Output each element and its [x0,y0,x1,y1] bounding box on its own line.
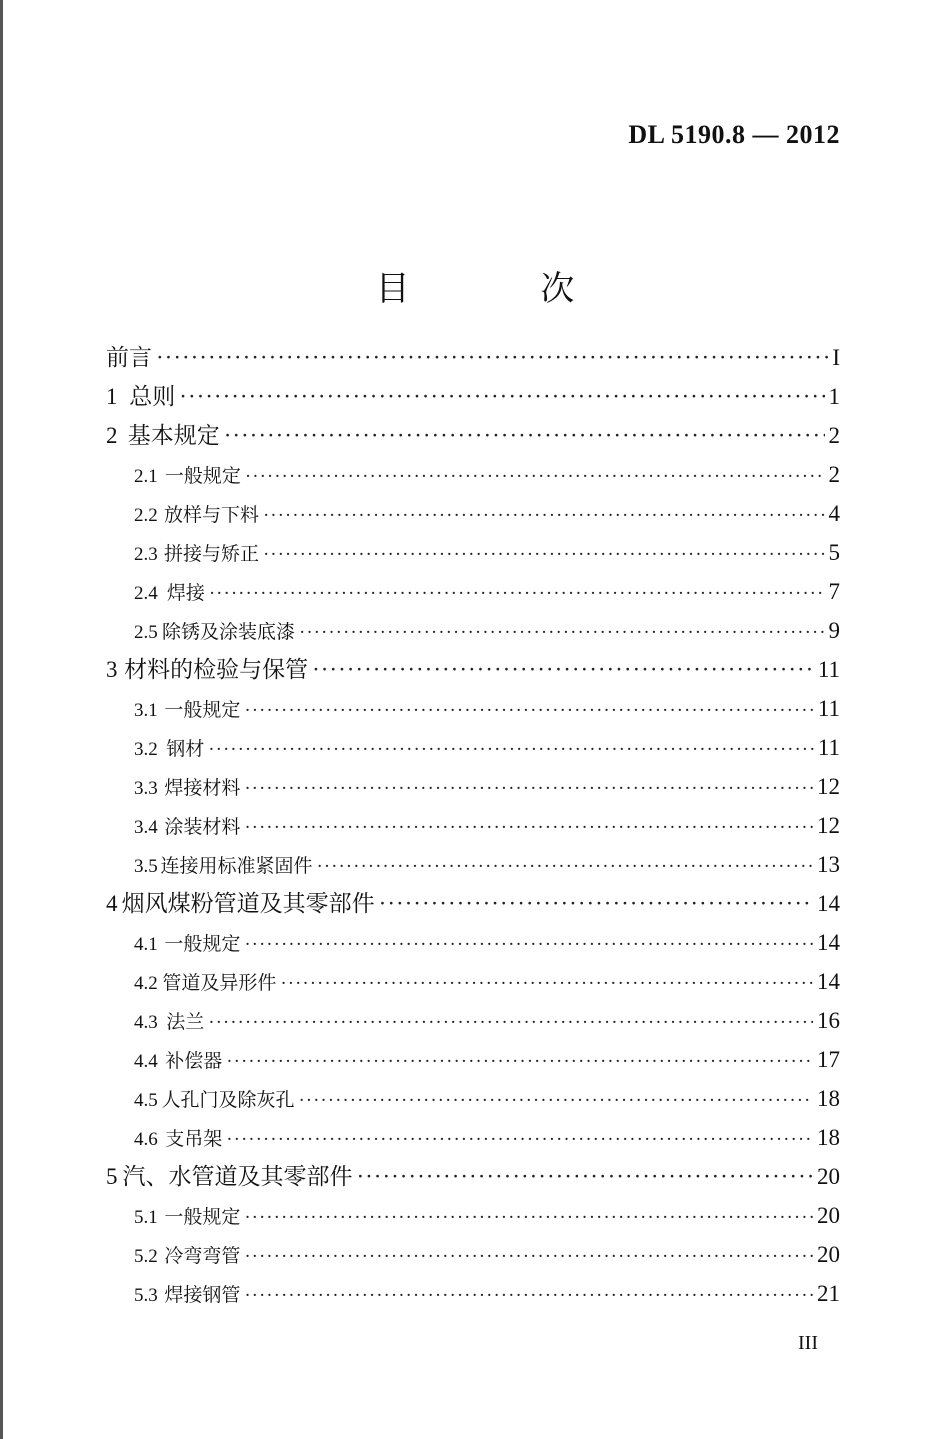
dot-leader [209,574,825,613]
toc-entry-number: 2.5 [134,622,158,643]
toc-entry-number: 5.2 [134,1246,158,1267]
toc-entry[interactable] [106,884,840,923]
dot-leader [316,847,813,886]
toc-entry-page: 14 [817,969,840,994]
toc-entry-page: 4 [828,501,840,526]
toc-entry-label: 管道及异形件 [162,972,277,994]
toc-entry-page: 11 [817,735,840,760]
toc-entry-number: 5 [106,1164,118,1189]
toc-entry[interactable] [106,728,840,767]
toc-entry-page: 11 [817,657,840,682]
toc-entry-label: 汽、水管道及其零部件 [122,1164,353,1190]
toc-entry-page: 21 [817,1281,840,1306]
toc-entry-number: 2.2 [134,505,158,526]
toc-entry-label: 一般规定 [164,699,241,721]
toc-entry[interactable] [106,1274,840,1313]
document-code: DL 5190.8 — 2012 [628,120,840,149]
toc-entry[interactable] [106,494,840,533]
dot-leader [226,1042,813,1081]
dot-leader [244,1198,813,1237]
toc-entry-page: 20 [817,1164,840,1189]
dot-leader [226,1120,813,1159]
toc-entry-page: 14 [817,930,840,955]
toc-entry-number: 4.2 [134,973,158,994]
dot-leader [244,808,813,847]
dot-leader [299,613,824,652]
toc-entry[interactable] [106,1157,840,1196]
toc-entry-page: 2 [828,462,840,487]
toc-entry-page: 18 [817,1086,840,1111]
toc-entry[interactable] [106,1001,840,1040]
toc-entry[interactable] [106,923,840,962]
toc-entry-number: 3.4 [134,817,158,838]
toc-entry-page: 11 [817,696,840,721]
toc-entry-label: 补偿器 [165,1050,223,1072]
table-of-contents [106,338,840,1313]
toc-entry-label: 拼接与矫正 [163,543,259,565]
toc-entry-label: 支吊架 [165,1128,223,1150]
dot-leader [298,1081,813,1120]
toc-entry-number: 2.3 [134,544,158,565]
page-title: 目 次 [375,268,635,309]
toc-entry-label: 冷弯弯管 [164,1245,241,1267]
toc-entry-page: 17 [817,1047,840,1072]
toc-entry-page: 20 [817,1203,840,1228]
toc-entry-page: 16 [817,1008,840,1033]
toc-entry[interactable] [106,1040,840,1079]
toc-entry-number: 5.1 [134,1207,158,1228]
toc-entry[interactable] [106,1079,840,1118]
toc-entry-number: 4.1 [134,934,158,955]
toc-entry-page: 18 [817,1125,840,1150]
toc-entry[interactable] [106,962,840,1001]
toc-entry-label: 总则 [129,384,176,410]
toc-entry-label: 人孔门及除灰孔 [161,1089,295,1111]
toc-entry[interactable] [106,416,840,455]
toc-entry-number: 1 [106,384,118,409]
toc-entry-label: 放样与下料 [163,504,259,526]
toc-entry-label: 除锈及涂装底漆 [162,621,296,643]
toc-entry-number: 5.3 [134,1285,158,1306]
toc-entry[interactable] [106,689,840,728]
page-number: III [798,1332,818,1354]
toc-entry-page: 13 [817,852,840,877]
toc-entry[interactable] [106,1235,840,1274]
toc-entry-number: 3.3 [134,778,158,799]
dot-leader [244,769,813,808]
toc-entry-label: 一般规定 [164,1206,241,1228]
toc-entry-label: 烟风煤粉管道及其零部件 [121,891,375,917]
toc-entry[interactable] [106,767,840,806]
toc-entry-page: 12 [817,774,840,799]
toc-entry-number: 3 [106,657,118,682]
toc-entry-number: 4.4 [134,1051,158,1072]
toc-entry-page: 9 [828,618,840,643]
toc-entry-page: 12 [817,813,840,838]
dot-leader [179,377,824,416]
toc-entry-label: 一般规定 [164,465,241,487]
toc-entry-page: 1 [828,384,840,409]
toc-entry-page: 14 [817,891,840,916]
toc-entry-label: 前言 [106,345,152,371]
toc-entry-page: I [832,345,840,370]
dot-leader [224,416,825,455]
toc-entry-number: 4 [106,891,118,916]
toc-entry[interactable] [106,533,840,572]
toc-entry[interactable] [106,1196,840,1235]
toc-entry[interactable] [106,338,840,377]
toc-entry[interactable] [106,455,840,494]
dot-leader [208,1003,813,1042]
toc-entry[interactable] [106,650,840,689]
toc-entry-page: 7 [828,579,840,604]
toc-entry[interactable] [106,572,840,611]
dot-leader [280,964,813,1003]
dot-leader [356,1157,813,1196]
toc-entry-label: 焊接材料 [164,777,241,799]
toc-entry-label: 焊接 [166,582,205,604]
toc-entry-number: 2.4 [134,583,158,604]
toc-entry[interactable] [106,845,840,884]
toc-entry-number: 3.2 [134,739,158,760]
dot-leader [156,338,828,377]
toc-entry-label: 一般规定 [164,933,241,955]
toc-entry[interactable] [106,806,840,845]
toc-entry-label: 材料的检验与保管 [124,657,309,683]
dot-leader [244,925,813,964]
toc-entry-label: 法兰 [166,1011,205,1033]
toc-entry-label: 连接用标准紧固件 [160,855,313,877]
dot-leader [245,457,825,496]
toc-entry[interactable] [106,1118,840,1157]
toc-entry-label: 焊接钢管 [164,1284,241,1306]
dot-leader [263,496,825,535]
toc-entry-page: 20 [817,1242,840,1267]
toc-entry-number: 4.5 [134,1090,158,1111]
dot-leader [379,884,813,923]
dot-leader [244,1276,813,1315]
toc-entry-number: 2.1 [134,466,158,487]
toc-entry-label: 涂装材料 [164,816,241,838]
toc-entry-page: 5 [828,540,840,565]
toc-entry-page: 2 [828,423,840,448]
toc-entry-label: 钢材 [166,738,205,760]
toc-entry-number: 3.5 [134,856,158,877]
dot-leader [263,535,825,574]
toc-entry-label: 基本规定 [127,423,220,449]
toc-entry[interactable] [106,611,840,650]
dot-leader [244,691,813,730]
dot-leader [208,730,814,769]
toc-entry-number: 2 [106,423,118,448]
toc-entry[interactable] [106,377,840,416]
toc-entry-number: 4.3 [134,1012,158,1033]
dot-leader [244,1237,813,1276]
toc-entry-number: 4.6 [134,1129,158,1150]
page-edge [0,0,3,1439]
toc-entry-number: 3.1 [134,700,158,721]
dot-leader [312,650,814,689]
